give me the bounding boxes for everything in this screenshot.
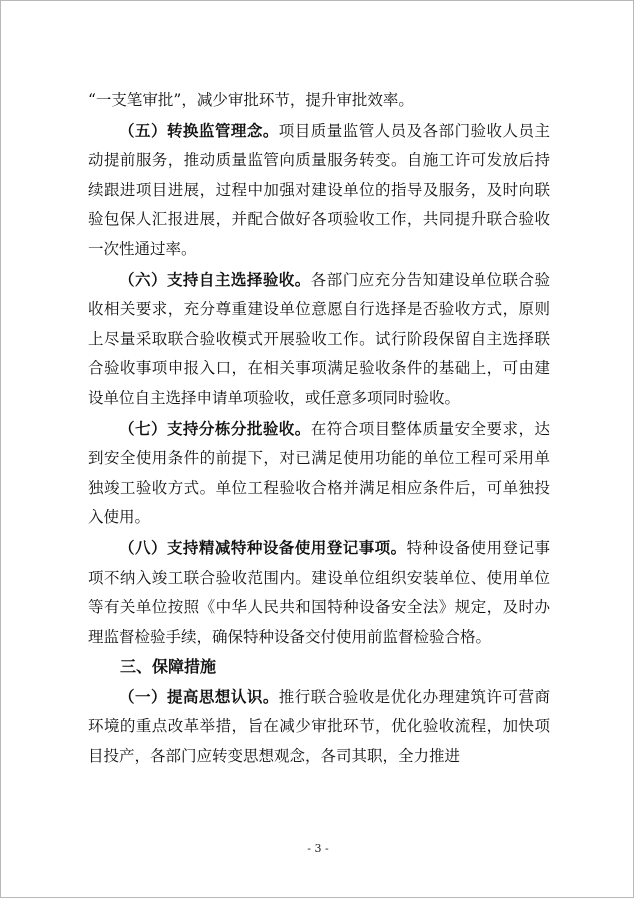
paragraph-text: 项目质量监管人员及各部门验收人员主动提前服务，推动质量监管向质量服务转变。自施工许可发放后持续跟进项目进展，过程中加强对建设单位的指导及服务，及时向联验包保人汇报进展，并配合做好各项验收工作，共同提升联合验收一次性通过率。	[88, 121, 550, 258]
section-heading: 三、保障措施	[120, 657, 217, 677]
paragraph-section-5	[88, 116, 550, 265]
document-body	[88, 86, 550, 772]
paragraph-text: “一支笔审批”，减少审批环节，提升审批效率。	[88, 91, 414, 109]
paragraph-measure-1	[88, 682, 550, 772]
paragraph-lead: （六）支持自主选择验收。	[119, 269, 311, 289]
paragraph-text: 特种设备使用登记事项不纳入竣工联合验收范围内。建设单位组织安装单位、使用单位等有关单位按照《中华人民共和国特种设备安全法》规定，及时办理监督检验手续，确保特种设备交付使用前监督检验合格。	[88, 538, 550, 646]
paragraph-lead: （七）支持分栋分批验收。	[119, 418, 311, 438]
paragraph-lead: （一）提高思想认识。	[119, 686, 279, 706]
paragraph-text: 在符合项目整体质量安全要求，达到安全使用条件的前提下，对已满足使用功能的单位工程可采用单独竣工验收方式。单位工程验收合格并满足相应条件后，可单独投入使用。	[88, 419, 550, 527]
paragraph-section-8	[88, 533, 550, 652]
paragraph-section-6	[88, 265, 550, 414]
page-number: - 3 -	[307, 842, 329, 855]
paragraph-section-7	[88, 414, 550, 533]
paragraph-lead: （五）转换监管理念。	[119, 120, 279, 140]
paragraph-continuation	[88, 86, 550, 116]
paragraph-text: 推行联合验收是优化办理建筑许可营商环境的重点改革举措，旨在减少审批环节，优化验收流程，加快项目投产，各部门应转变思想观念，各司其职，全力推进	[88, 687, 550, 766]
paragraph-text: 各部门应充分告知建设单位联合验收相关要求，充分尊重建设单位意愿自行选择是否验收方式，原则上尽量采取联合验收模式开展验收工作。试行阶段保留自主选择联合验收事项申报入口，在相关事项满足验收条件的基础上，可由建设单位自主选择申请单项验收，或任意多项同时验收。	[88, 270, 550, 407]
paragraph-lead: （八）支持精减特种设备使用登记事项。	[119, 537, 407, 557]
